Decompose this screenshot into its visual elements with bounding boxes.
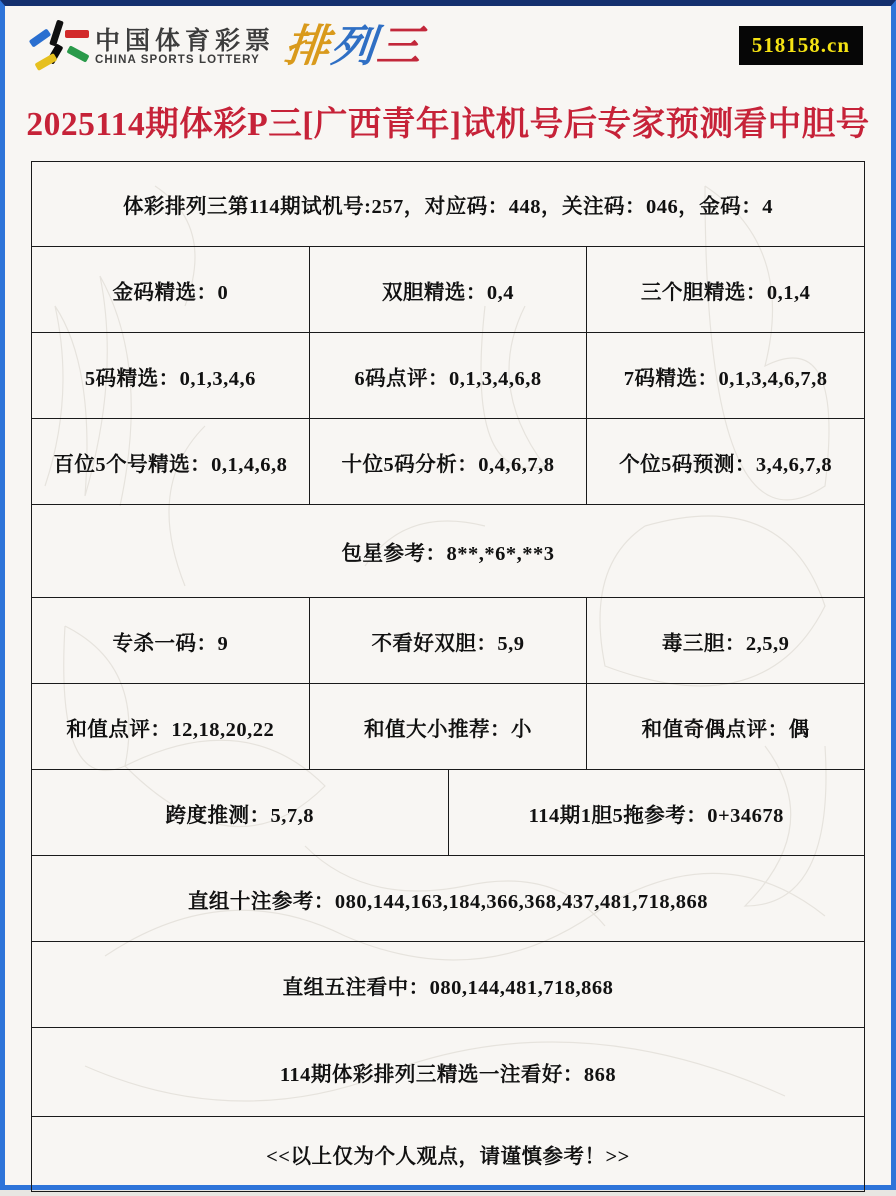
row-code-picks — [32, 332, 864, 418]
table-cell: 专杀一码：9 — [112, 632, 229, 655]
table-cell: 直组五注看中：080,144,481,718,868 — [282, 976, 614, 999]
header — [5, 14, 891, 86]
table-cell: 百位5个号精选：0,1,4,6,8 — [53, 453, 288, 476]
table-cell: 和值大小推荐：小 — [309, 684, 587, 769]
prediction-table — [31, 161, 865, 1192]
brand-char: 列 — [328, 22, 380, 71]
site-badge: 518158.cn — [739, 26, 863, 65]
table-cell: 金码精选：0 — [112, 281, 229, 304]
row-trial-number — [32, 162, 864, 246]
row-ten-bets — [32, 855, 864, 941]
page-title: 2025114期体彩P三[广西青年]试机号后专家预测看中胆号 — [26, 106, 870, 143]
row-sum-analysis — [32, 683, 864, 769]
brand-char: 排 — [282, 22, 334, 71]
logo-en-label: CHINA SPORTS LOTTERY — [95, 54, 260, 67]
row-kill-numbers — [32, 597, 864, 683]
lottery-emblem-icon — [27, 18, 89, 76]
table-cell: 个位5码预测：3,4,6,7,8 — [586, 419, 864, 504]
table-cell: 双胆精选：0,4 — [309, 247, 587, 332]
china-sports-lottery-logo — [27, 18, 426, 76]
table-cell: 毒三胆：2,5,9 — [586, 598, 864, 683]
table-cell: <<以上仅为个人观点，请谨慎参考！>> — [266, 1146, 630, 1168]
row-disclaimer — [32, 1116, 864, 1191]
row-position-picks — [32, 418, 864, 504]
table-cell: 直组十注参考：080,144,163,184,366,368,437,481,718,868 — [187, 890, 709, 913]
table-cell: 跨度推测：5,7,8 — [165, 804, 314, 827]
row-span-dantuo — [32, 769, 864, 855]
logo-text — [95, 28, 275, 66]
table-cell: 和值点评：12,18,20,22 — [66, 718, 275, 741]
table-cell: 体彩排列三第114期试机号:257，对应码：448，关注码：046，金码：4 — [123, 196, 773, 218]
table-cell: 十位5码分析：0,4,6,7,8 — [309, 419, 587, 504]
row-star-reference — [32, 504, 864, 597]
table-cell: 包星参考：8**,*6*,**3 — [341, 543, 555, 565]
table-cell: 114期1胆5拖参考：0+34678 — [448, 770, 865, 855]
logo-cn-label: 中国体育彩票 — [95, 26, 276, 55]
table-cell: 5码精选：0,1,3,4,6 — [84, 367, 256, 390]
table-cell: 三个胆精选：0,1,4 — [586, 247, 864, 332]
table-cell: 6码点评：0,1,3,4,6,8 — [309, 333, 587, 418]
pailie3-brand-logo — [282, 18, 426, 76]
row-single-pick — [32, 1027, 864, 1116]
table-cell: 114期体彩排列三精选一注看好：868 — [279, 1064, 617, 1086]
table-cell: 和值奇偶点评：偶 — [586, 684, 864, 769]
row-five-bets — [32, 941, 864, 1027]
table-cell: 不看好双胆：5,9 — [309, 598, 587, 683]
table-cell: 7码精选：0,1,3,4,6,7,8 — [586, 333, 864, 418]
brand-char: 三 — [374, 22, 426, 71]
row-dan-picks — [32, 246, 864, 332]
